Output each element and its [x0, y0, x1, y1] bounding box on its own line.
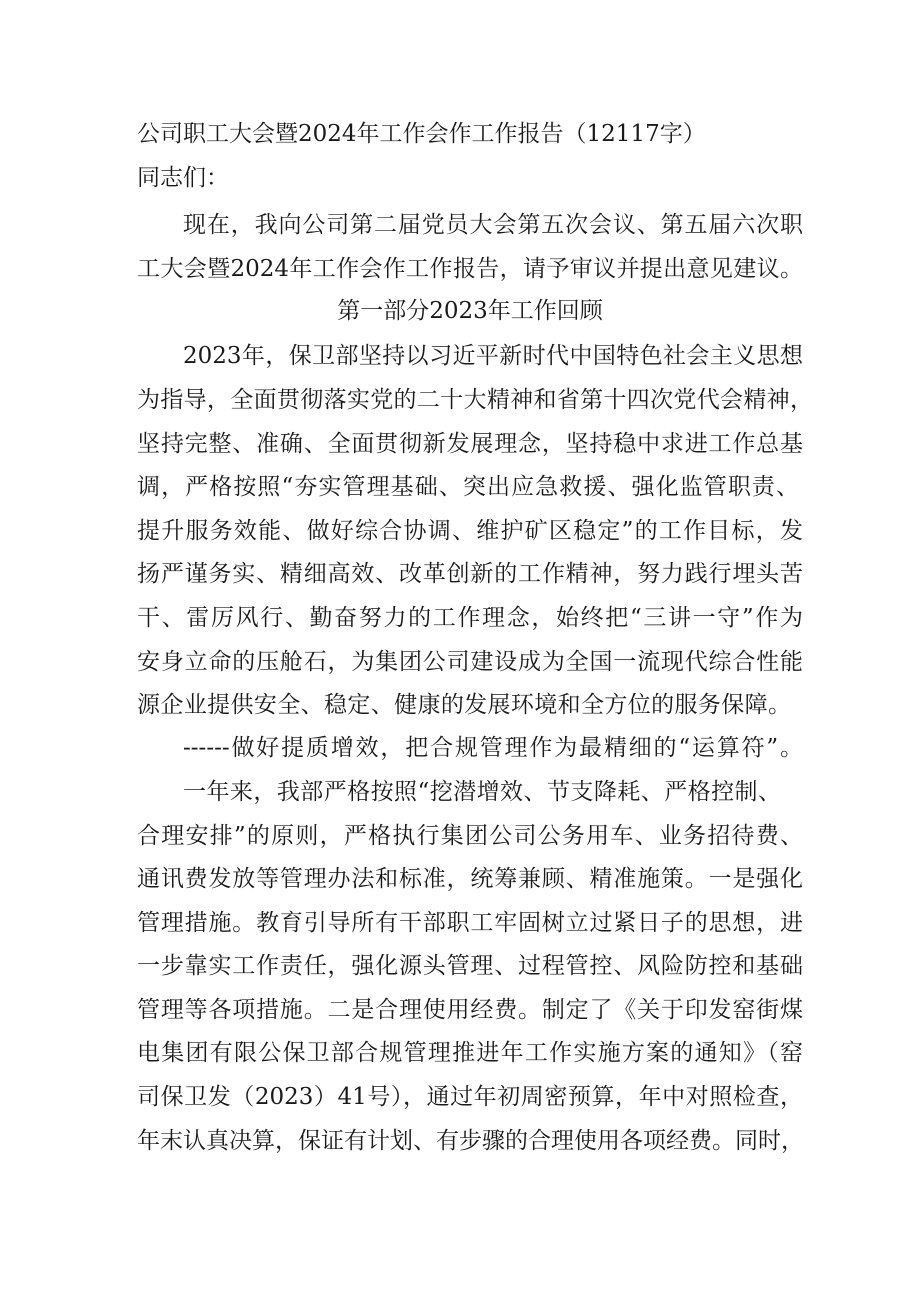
paragraph-4-line-5: 一步靠实工作责任，强化源头管理、过程管控、风险防控和基础 — [137, 953, 803, 979]
section-heading: 第一部分2023年工作回顾 — [337, 298, 603, 324]
paragraph-2-line-5: 提升服务效能、做好综合协调、维护矿区稳定”的工作目标，发 — [137, 518, 803, 544]
paragraph-4-line-2: 合理安排”的原则，严格执行集团公司公务用车、业务招待费、 — [137, 823, 803, 849]
paragraph-2-line-9: 源企业提供安全、稳定、健康的发展环境和全方位的服务保障。 — [137, 692, 791, 718]
paragraph-4-line-8: 司保卫发（2023）41号），通过年初周密预算，年中对照检查， — [137, 1084, 803, 1110]
paragraph-2-line-3: 坚持完整、准确、全面贯彻新发展理念，坚持稳中求进工作总基 — [137, 431, 803, 457]
paragraph-4-line-7: 电集团有限公保卫部合规管理推进年工作实施方案的通知》（窑 — [137, 1040, 803, 1066]
document-title: 公司职工大会暨2024年工作会作工作报告（12117字） — [137, 121, 706, 147]
paragraph-4-line-1: 一年来，我部严格按照“挖潜增效、节支降耗、严格控制、 — [183, 779, 781, 805]
paragraph-2-line-8: 安身立命的压舱石，为集团公司建设成为全国一流现代综合性能 — [137, 649, 803, 675]
paragraph-2-line-6: 扬严谨务实、精细高效、改革创新的工作精神，努力践行埋头苦 — [137, 561, 803, 587]
paragraph-2-line-7: 干、雷厉风行、勤奋努力的工作理念，始终把“三讲一守”作为 — [137, 605, 803, 631]
paragraph-1-line-1: 现在，我向公司第二届党员大会第五次会议、第五届六次职 — [183, 212, 803, 238]
paragraph-2-line-1: 2023年，保卫部坚持以习近平新时代中国特色社会主义思想 — [183, 343, 803, 369]
paragraph-3-line-1: ------做好提质增效，把合规管理作为最精细的“运算符”。 — [183, 735, 803, 761]
paragraph-1-line-2: 工大会暨2024年工作会作工作报告，请予审议并提出意见建议。 — [137, 256, 803, 282]
paragraph-4-line-6: 管理等各项措施。二是合理使用经费。制定了《关于印发窑街煤 — [137, 997, 803, 1023]
paragraph-4-line-3: 通讯费发放等管理办法和标准，统筹兼顾、精准施策。一是强化 — [137, 866, 803, 892]
paragraph-4-line-4: 管理措施。教育引导所有干部职工牢固树立过紧日子的思想，进 — [137, 910, 803, 936]
paragraph-2-line-2: 为指导，全面贯彻落实党的二十大精神和省第十四次党代会精神， — [137, 387, 813, 413]
salutation: 同志们： — [137, 165, 229, 191]
paragraph-2-line-4: 调，严格按照“夯实管理基础、突出应急救援、强化监管职责、 — [137, 474, 799, 500]
paragraph-4-line-9: 年末认真决算，保证有计划、有步骤的合理使用各项经费。同时， — [137, 1128, 804, 1154]
